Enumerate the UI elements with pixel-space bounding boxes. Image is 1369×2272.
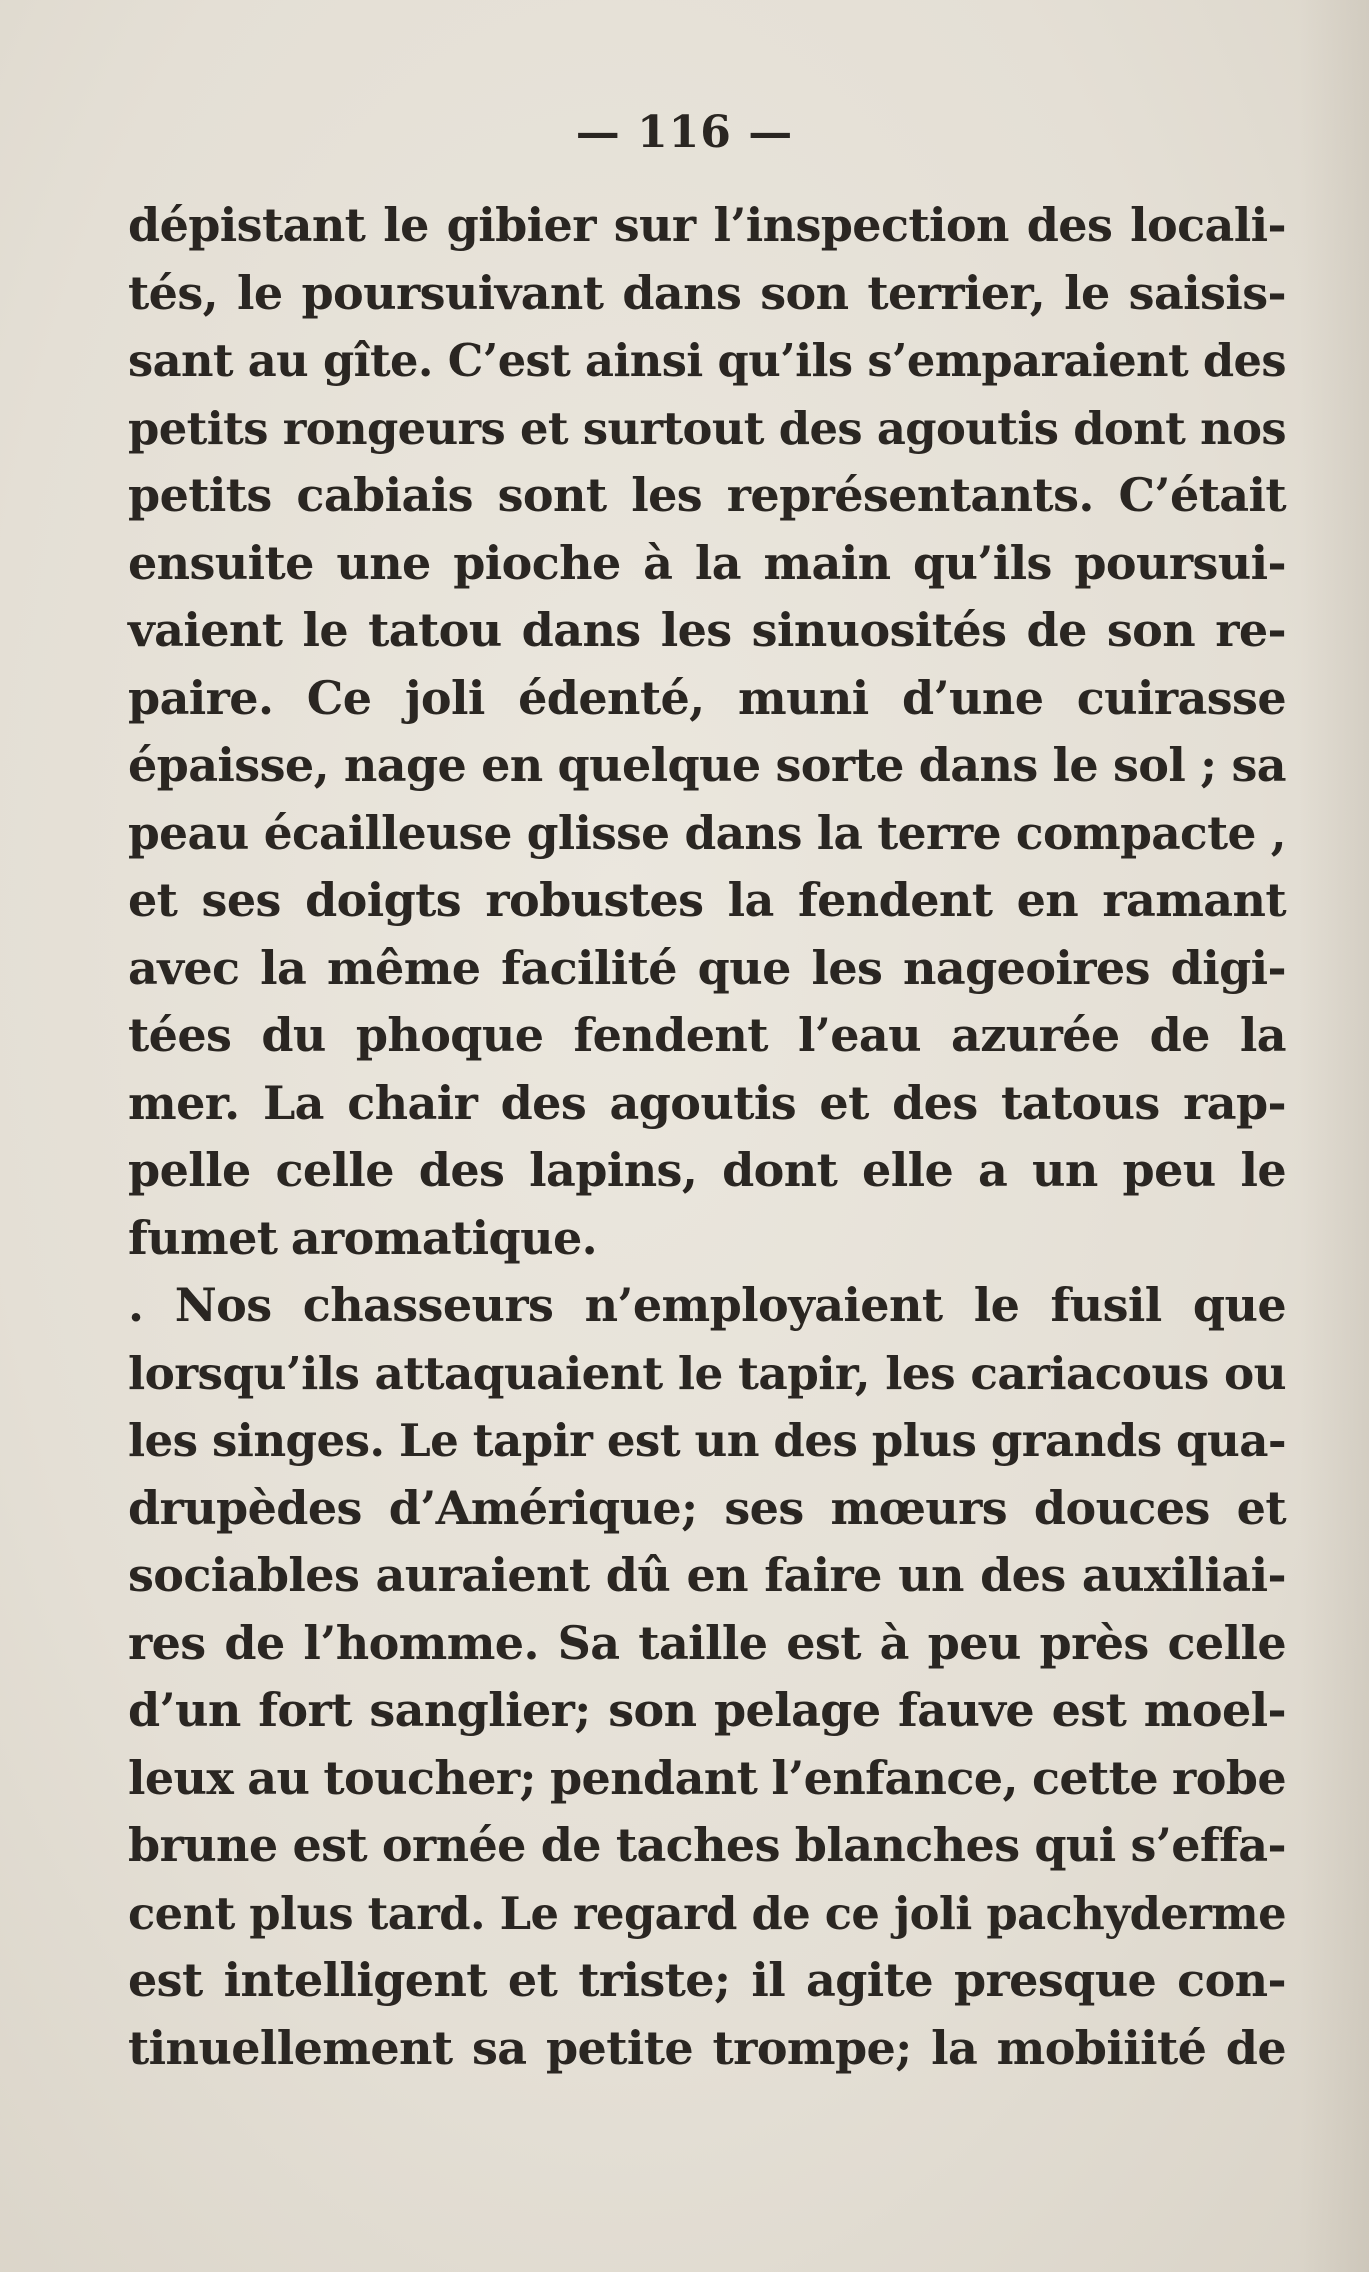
text-line: tés, le poursuivant dans son terrier, le saisis- — [128, 265, 1286, 320]
text-line: petits rongeurs et surtout des agoutis dont nos — [128, 401, 1286, 455]
text-line: est intelligent et triste; il agite presque con- — [128, 1953, 1286, 2007]
text-line: fumet aromatique. — [128, 1210, 598, 1265]
body-text — [128, 192, 1286, 2082]
text-line: ensuite une pioche à la main qu’ils poursui- — [128, 535, 1286, 590]
text-line: d’un fort sanglier; son pelage fauve est moel- — [128, 1683, 1286, 1737]
text-line: tées du phoque fendent l’eau azurée de la — [128, 1008, 1286, 1062]
text-line: brune est ornée de taches blanches qui s’effa- — [128, 1818, 1286, 1872]
text-line: petits cabiais sont les représentants. C’était — [128, 468, 1286, 522]
text-line: et ses doigts robustes la fendent en ramant — [128, 873, 1286, 927]
text-line: cent plus tard. Le regard de ce joli pachyderme — [128, 1886, 1286, 1940]
text-line: avec la même facilité que les nageoires digi- — [128, 940, 1286, 995]
text-line: paire. Ce joli édenté, muni d’une cuirasse — [128, 670, 1286, 725]
text-line: drupèdes d’Amérique; ses mœurs douces et — [128, 1480, 1286, 1535]
text-line: dépistant le gibier sur l’inspection des locali- — [128, 198, 1286, 252]
text-line: res de l’homme. Sa taille est à peu près celle — [128, 1615, 1286, 1670]
text-line: sant au gîte. C’est ainsi qu’ils s’emparaient des — [128, 334, 1286, 387]
text-line: les singes. Le tapir est un des plus grands qua- — [128, 1414, 1286, 1467]
page-number: — 116 — — [575, 107, 794, 158]
text-line: pelle celle des lapins, dont elle a un peu le — [128, 1143, 1286, 1197]
text-line: tinuellement sa petite trompe; la mobiiité de — [128, 2020, 1286, 2075]
page-edge-shadow — [1299, 0, 1369, 2272]
text-line: vaient le tatou dans les sinuosités de son re- — [128, 603, 1286, 657]
text-line: épaisse, nage en quelque sorte dans le sol ; sa — [128, 738, 1286, 792]
text-line: . Nos chasseurs n’employaient le fusil que — [128, 1278, 1286, 1332]
text-line: leux au toucher; pendant l’enfance, cette robe — [128, 1750, 1286, 1805]
text-line: mer. La chair des agoutis et des tatous rap- — [128, 1075, 1286, 1130]
text-line: peau écailleuse glisse dans la terre compacte , — [128, 805, 1286, 860]
text-line: lorsqu’ils attaquaient le tapir, les cariacous ou — [128, 1345, 1286, 1400]
text-line: sociables auraient dû en faire un des auxiliai- — [128, 1548, 1286, 1602]
